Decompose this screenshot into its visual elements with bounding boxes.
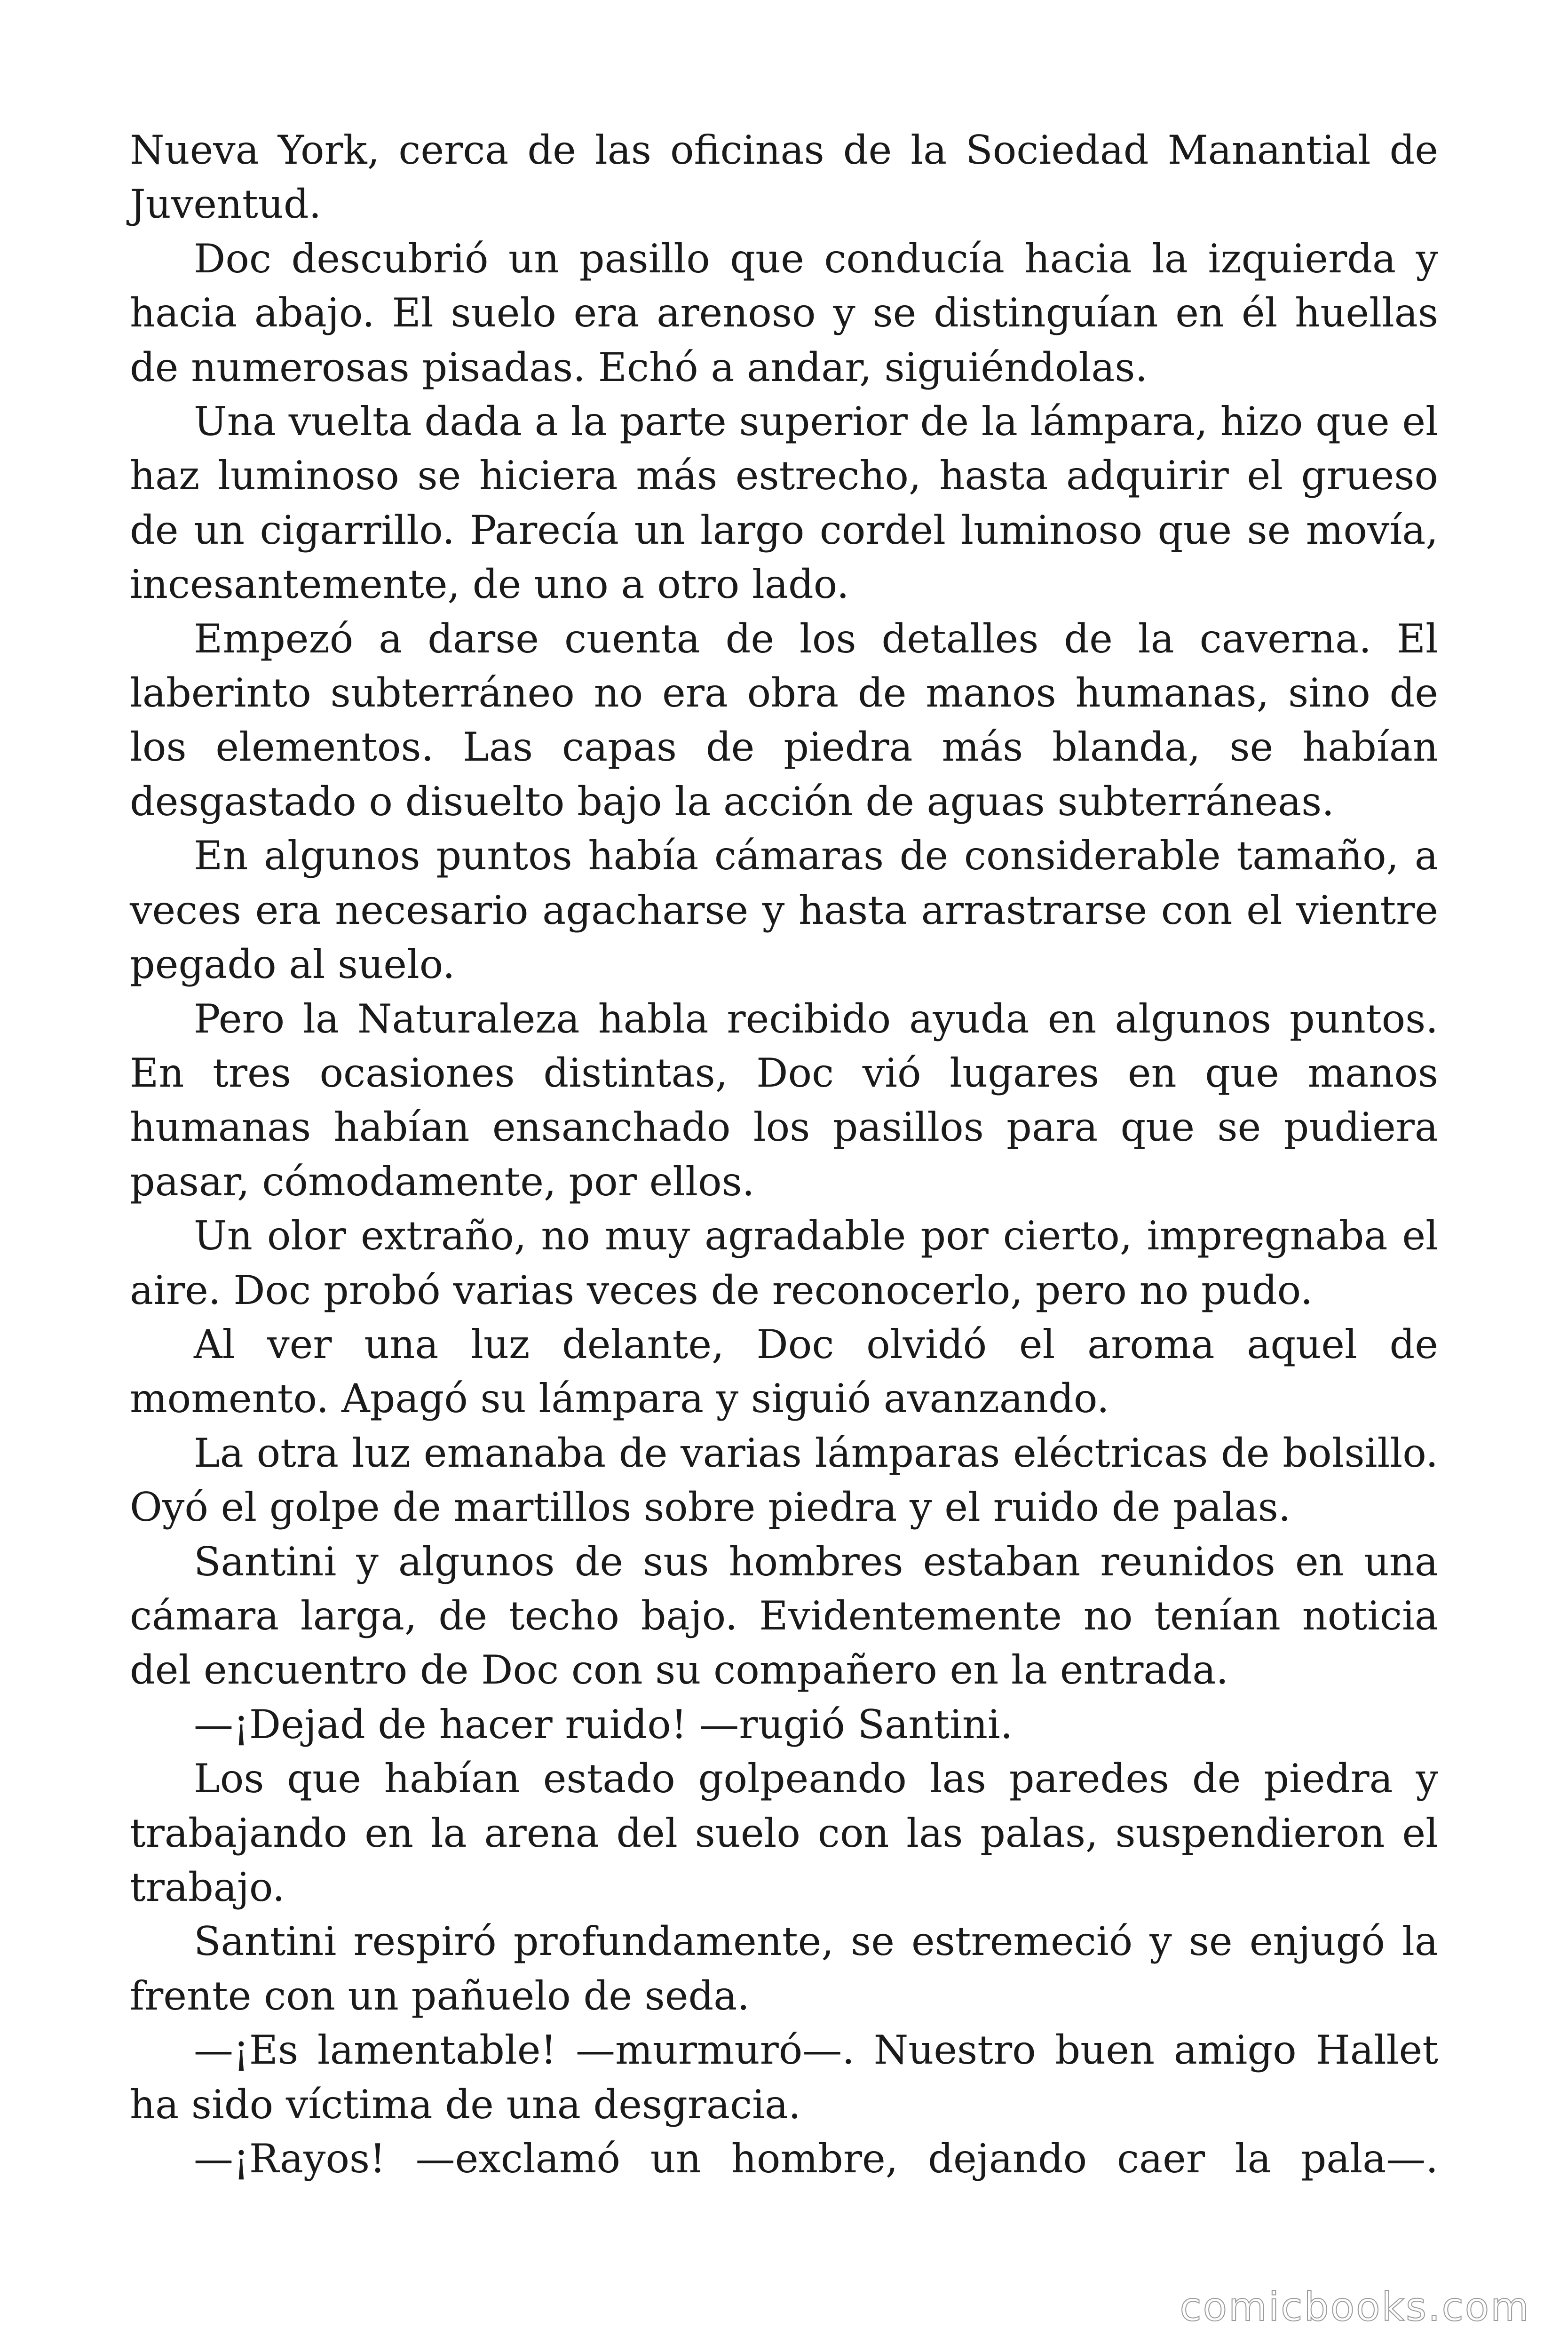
page-body: [130, 123, 1438, 2186]
paragraph: —¡Dejad de hacer ruido! —rugió Santini.: [194, 1701, 1013, 1748]
paragraph: Una vuelta dada a la parte superior de la lámpara, hizo que el haz luminoso se hiciera más estrecho, hasta adquirir el grueso de un cigarrillo. Parecía un largo cordel luminoso que se movía, incesantemente, de uno a otro lado.: [130, 398, 1438, 608]
paragraph: La otra luz emanaba de varias lámparas eléctricas de bolsillo. Oyó el golpe de martillos sobre piedra y el ruido de palas.: [130, 1430, 1438, 1531]
paragraph: —¡Es lamentable! —murmuró—. Nuestro buen amigo Hallet ha sido víctima de una desgracia.: [130, 2027, 1438, 2128]
paragraph: Santini respiró profundamente, se estremeció y se enjugó la frente con un pañuelo de seda.: [130, 1918, 1438, 2019]
paragraph: Al ver una luz delante, Doc olvidó el aroma aquel de momento. Apagó su lámpara y siguió avanzando.: [130, 1321, 1438, 1422]
paragraph: Un olor extraño, no muy agradable por cierto, impregnaba el aire. Doc probó varias veces de reconocerlo, pero no pudo.: [130, 1213, 1438, 1313]
paragraph: Los que habían estado golpeando las paredes de piedra y trabajando en la arena del suelo con las palas, suspendieron el trabajo.: [130, 1756, 1438, 1910]
paragraph: Pero la Naturaleza habla recibido ayuda en algunos puntos. En tres ocasiones distintas, Doc vió lugares en que manos humanas habían ensanchado los pasillos para que se pudiera pasar, cómodamente, por ellos.: [130, 995, 1438, 1205]
paragraph: Empezó a darse cuenta de los detalles de la caverna. El laberinto subterráneo no era obra de manos humanas, sino de los elementos. Las capas de piedra más blanda, se habían desgastado o disuelto bajo la acción de aguas subterráneas.: [130, 615, 1438, 825]
paragraph: —¡Rayos! —exclamó un hombre, dejando caer la pala—.: [194, 2136, 1438, 2182]
paragraph: Nueva York, cerca de las oficinas de la Sociedad Manantial de Juventud.: [130, 127, 1438, 228]
paragraph: En algunos puntos había cámaras de considerable tamaño, a veces era necesario agacharse y hasta arrastrarse con el vientre pegado al suelo.: [130, 833, 1438, 988]
paragraph: Santini y algunos de sus hombres estaban reunidos en una cámara larga, de techo bajo. Evidentemente no tenían noticia del encuentro de Doc con su compañero en la entrada.: [130, 1538, 1438, 1693]
watermark: comicbooks.com: [1180, 2284, 1530, 2330]
paragraph: Doc descubrió un pasillo que conducía hacia la izquierda y hacia abajo. El suelo era arenoso y se distinguían en él huellas de numerosas pisadas. Echó a andar, siguiéndolas.: [130, 235, 1438, 390]
